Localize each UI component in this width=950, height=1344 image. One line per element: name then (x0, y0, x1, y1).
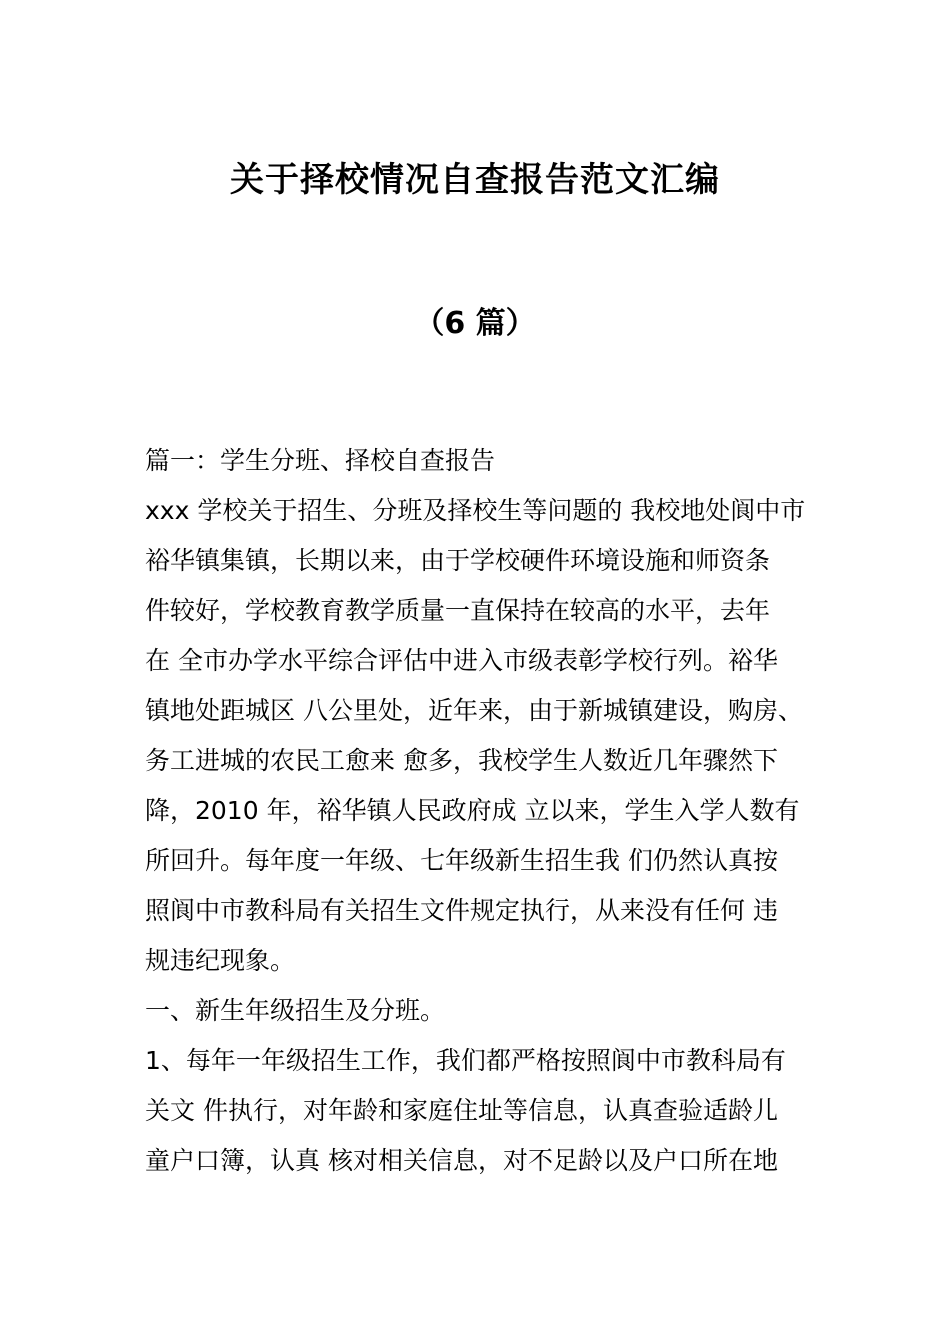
document-body (145, 436, 815, 1186)
body-line: 1、每年一年级招生工作，我们都严格按照阆中市教科局有 (145, 1046, 786, 1075)
section-heading: 篇一：学生分班、择校自查报告 (145, 446, 496, 475)
body-line: 所回升。每年度一年级、七年级新生招生我 们仍然认真按 (145, 846, 778, 875)
body-line: 件较好，学校教育教学质量一直保持在较高的水平，去年 (145, 596, 771, 625)
body-line: 务工进城的农民工愈来 愈多，我校学生人数近几年骤然下 (145, 746, 778, 775)
document-title: 关于择校情况自查报告范文汇编 (230, 160, 720, 200)
body-line: 规违纪现象。 (145, 946, 296, 975)
subsection-heading: 一、新生年级招生及分班。 (145, 996, 446, 1025)
document-subtitle: （6 篇） (414, 306, 536, 341)
body-line: 裕华镇集镇，长期以来，由于学校硬件环境设施和师资条 (145, 546, 771, 575)
body-line: 镇地处距城区 八公里处，近年来，由于新城镇建设，购房、 (145, 696, 803, 725)
body-line: 在 全市办学水平综合评估中进入市级表彰学校行列。裕华 (145, 646, 778, 675)
body-line: 童户口簿，认真 核对相关信息，对不足龄以及户口所在地 (145, 1146, 778, 1175)
body-line: xxx 学校关于招生、分班及择校生等问题的 我校地处阆中市 (145, 496, 806, 525)
body-line: 照阆中市教科局有关招生文件规定执行，从来没有任何 违 (145, 896, 778, 925)
body-line: 降，2010 年，裕华镇人民政府成 立以来，学生入学人数有 (145, 796, 800, 825)
body-line: 关文 件执行，对年龄和家庭住址等信息，认真查验适龄儿 (145, 1096, 778, 1125)
